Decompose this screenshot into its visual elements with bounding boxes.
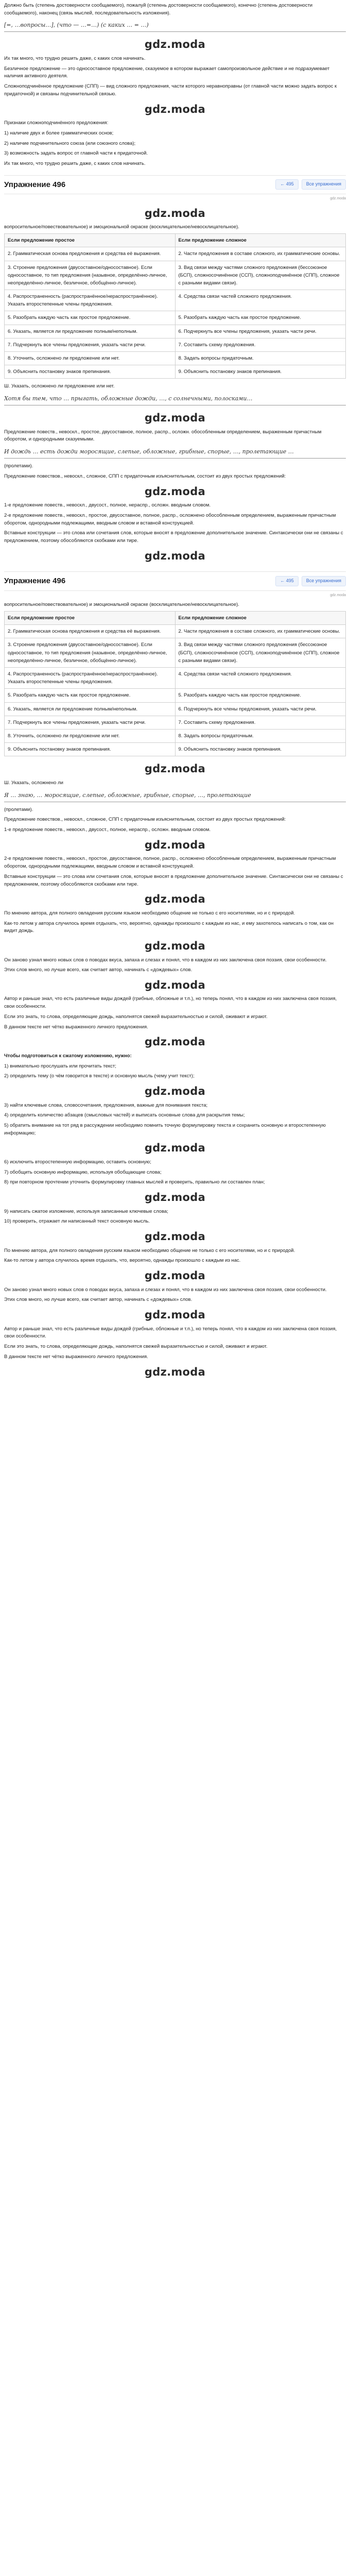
watermark: gdz.moda <box>144 762 206 775</box>
handwritten-scheme: Хотя бы тем, что … прыгать, обложные дожди, …, с солнечными, полосками… <box>4 393 346 405</box>
table-row <box>5 261 346 290</box>
table-cell: 3. Строение предложения (двусоставное/односоставное). Если односоставное, то тип предложения (назывное, определённо-личное, неопределённо-личное, безличное, обобщённо-личное). <box>5 261 176 290</box>
classification-note: вопросительное/повествовательное) и эмоциональной окраске (восклицательное/невосклицательное). <box>4 602 239 608</box>
table-cell: 8. Задать вопросы придаточным. <box>175 352 346 365</box>
table-cell: 9. Объяснить постановку знаков препинания. <box>5 365 176 379</box>
essay-paragraph: В данном тексте нет чётко выраженного личного предложения. <box>4 1353 148 1360</box>
essay-paragraph: Если это знать, то слова, определяющие дождь, наполнятся свежей выразительностью и силой, оживают и играют. <box>4 1013 268 1020</box>
table-header-cell: Если предложение сложное <box>175 234 346 247</box>
brand-mark: gdz.moda <box>330 197 346 201</box>
analysis-text: 2-е предложение повеств., невоскл., простое, двусоставное, полное, распр., осложнено обособленным определением, выраженным причастным оборотом, однородными подлежащими, вводным словом и вставной конструкцией. <box>4 512 336 526</box>
watermark: gdz.moda <box>144 412 206 425</box>
handwritten-scheme: И дождь … есть дожди моросящие, слепые, обложные, грибные, спорые, …, пролетающие … <box>4 446 346 459</box>
handwritten-scheme: Я … знаю, … моросящие, слепые, обложные, грибные, спорые, …, пролетающие <box>4 790 346 802</box>
prep-list-item: 9) написать сжатое изложение, используя записанные ключевые слова; <box>4 1208 168 1214</box>
watermark: gdz.moda <box>144 893 206 906</box>
table-cell: 4. Средства связи частей сложного предложения. <box>175 668 346 689</box>
essay-paragraph: Как-то летом у автора случилось время отдыхать, что, вероятно, однажды произошло с каждым из нас, и ему захотелось написать о том, как он видит дождь. <box>4 920 334 934</box>
exercise-title: Упражнение 496 <box>4 180 66 189</box>
essay-paragraph: Как-то летом у автора случилось время отдыхать, что, вероятно, однажды произошло с каждым из нас. <box>4 1258 241 1264</box>
table-row <box>5 729 346 742</box>
prep-list-title: Чтобы подготовиться к сжатому изложению, нужно: <box>4 1053 132 1059</box>
watermark: gdz.moda <box>144 939 206 952</box>
watermark: gdz.moda <box>144 1085 206 1098</box>
table-cell: 7. Подчеркнуть все члены предложения, указать части речи. <box>5 338 176 351</box>
table-cell: 9. Объяснить постановку знаков препинания. <box>175 365 346 379</box>
intro-text: Должно быть (степень достоверности сообщаемого), пожалуй (степень достоверности сообщаемого), конечно (степень достоверности сообщаемого), наконец (связь мыслей, последовательность изложения). <box>4 3 313 16</box>
intro-text: Их так много, что трудно решить даже, с каких слов начинать. <box>4 56 146 62</box>
table-cell: 8. Уточнить, осложнено ли предложение или нет. <box>5 352 176 365</box>
prep-list-item: 4) определить количество абзацев (смысловых частей) и выписать основные слова для раскрытия темы; <box>4 1112 245 1118</box>
essay-paragraph: Этих слов много, но лучше всего, как считает автор, начинать с «дождевых» слов. <box>4 1297 192 1303</box>
table-header-row <box>5 234 346 247</box>
intro-text: Безличное предложение — это односоставное предложение, сказуемое в котором выражает самопроизвольное действие и не подразумевает наличия активного деятеля. <box>4 65 330 79</box>
watermark: gdz.moda <box>144 1365 206 1378</box>
prev-exercise-button[interactable]: ← 495 <box>275 576 299 586</box>
table-cell: 2. Части предложения в составе сложного, их грамматические основы. <box>175 625 346 638</box>
watermark: gdz.moda <box>144 1230 206 1243</box>
analysis-text: Вставные конструкции — это слова или сочетания слов, которые вносят в предложение дополнительное значение. Синтаксически они не связаны с предложением, поэтому обособляются скобками или тире. <box>4 530 343 544</box>
table-row <box>5 338 346 351</box>
table-row <box>5 311 346 325</box>
watermark: gdz.moda <box>144 103 206 115</box>
table-row <box>5 352 346 365</box>
analysis-text: Предложение повеств., невоскл., простое, двусоставное, полное, распр., осложн. обособленным определением, выраженным причастным оборотом, и однородными сказуемыми. <box>4 429 322 443</box>
analysis-text: Вставные конструкции — это слова или сочетания слов, которые вносят в предложение дополнительное значение. Синтаксически они не связаны с предложением, поэтому обособляются скобками или тире. <box>4 873 343 887</box>
table-cell: 6. Указать, является ли предложение полным/неполным. <box>5 702 176 716</box>
classification-note: вопросительное/повествовательное) и эмоциональной окраске (восклицательное/невосклицательное). <box>4 224 239 230</box>
essay-paragraph: Автор и раньше знал, что есть различные виды дождей (грибные, обложные и т.п.), но теперь понял, что в каждом из них заключена своя поэзия, свои особенности. <box>4 1326 337 1340</box>
analysis-text: Предложение повествов., невоскл., сложное, СПП с придаточным изъяснительным, состоит из двух простых предложений: <box>4 817 286 823</box>
analysis-text: 1-е предложение повеств., невоскл., двусост., полное, нераспр., осложн. вводным словом. <box>4 502 211 509</box>
essay-paragraph: В данном тексте нет чётко выраженного личного предложения. <box>4 1024 148 1030</box>
table-header-row <box>5 612 346 625</box>
table-header-cell: Если предложение простое <box>5 234 176 247</box>
analysis-text: 2-е предложение повеств., невоскл., простое, двусоставное, полное, распр., осложнено обособленным определением, выраженным причастным оборотом, однородными подлежащими, вводным словом и вставной конструкцией. <box>4 856 336 870</box>
table-row <box>5 625 346 638</box>
prep-list-item: 5) обратить внимание на тот ряд в рассуждении необходимо помнить точную формулировку текста и сохранить основную и второстепенную информацию; <box>4 1123 326 1136</box>
prep-list-item: 7) обобщить основную информацию, используя обобщающие слова; <box>4 1169 162 1175</box>
watermark: gdz.moda <box>144 485 206 498</box>
prep-list-item: 6) исключить второстепенную информацию, оставить основную; <box>4 1159 151 1165</box>
table-row <box>5 247 346 261</box>
essay-paragraph: Этих слов много, но лучше всего, как считает автор, начинать с «дождевых» слов. <box>4 967 192 973</box>
after-scheme-text: (пролетами). <box>4 463 33 469</box>
table-cell: 3. Вид связи между частями сложного предложения (бессоюзное (БСП), сложносочинённое (ССП), сложноподчинённое (СПП), сложное с разными видами связи). <box>175 261 346 290</box>
table-cell: 7. Составить схему предложения. <box>175 716 346 729</box>
intro-text: Их так много, что трудно решить даже, с каких слов начинать. <box>4 161 146 167</box>
all-exercises-button[interactable]: Все упражнения <box>302 576 346 586</box>
table-cell: 5. Разобрать каждую часть как простое предложение. <box>175 311 346 325</box>
table-cell: 8. Задать вопросы придаточным. <box>175 729 346 742</box>
table-cell: 4. Средства связи частей сложного предложения. <box>175 290 346 311</box>
watermark: gdz.moda <box>144 1309 206 1321</box>
table-cell: 2. Грамматическая основа предложения и средства её выражения. <box>5 247 176 261</box>
table-cell: 2. Грамматическая основа предложения и средства её выражения. <box>5 625 176 638</box>
intro-text: 2) наличие подчинительного союза (или союзного слова); <box>4 140 136 146</box>
analysis-table <box>4 233 346 379</box>
prep-list-item: 2) определить тему (о чём говорится в тексте) и основную мысль (чему учит текст); <box>4 1073 195 1079</box>
all-exercises-button[interactable]: Все упражнения <box>302 179 346 190</box>
table-cell: 6. Подчеркнуть все члены предложения, указать части речи. <box>175 702 346 716</box>
essay-paragraph: По мнению автора, для полного овладения русским языком необходимо общение не только с его носителями, но и с природой. <box>4 1247 295 1253</box>
table-cell: 4. Распространенность (распространённое/нераспространённое). Указать второстепенные члены предложения. <box>5 290 176 311</box>
watermark: gdz.moda <box>144 207 206 219</box>
intro-text: Сложноподчинённое предложение (СПП) — вид сложного предложения, части которого неравноправны (от главной части можно задать вопрос к придаточной) и связаны подчинительной связью. <box>4 83 337 97</box>
prep-list-item: 1) внимательно прослушать или прочитать текст; <box>4 1063 116 1069</box>
watermark: gdz.moda <box>144 1269 206 1282</box>
handwritten-scheme: [=, …вопросы…], (что — …=…) (с каких … = …) <box>4 20 346 32</box>
complicated-note: Ш. Указать, осложнено ли предложение или нет. <box>4 383 115 389</box>
prev-exercise-button[interactable]: ← 495 <box>275 179 299 190</box>
brand-mark: gdz.moda <box>330 593 346 597</box>
table-row <box>5 668 346 689</box>
table-cell: 5. Разобрать каждую часть как простое предложение. <box>175 689 346 702</box>
analysis-text: Предложение повествов., невоскл., сложное, СПП с придаточным изъяснительным, состоит из двух простых предложений: <box>4 473 286 479</box>
watermark: gdz.moda <box>144 838 206 851</box>
table-cell: 3. Строение предложения (двусоставное/односоставное). Если односоставное, то тип предложения (назывное, определённо-личное, неопределённо-личное, безличное, обобщённо-личное). <box>5 638 176 668</box>
after-scheme-text: (пролетами). <box>4 806 33 812</box>
watermark: gdz.moda <box>144 38 206 51</box>
table-cell: 8. Уточнить, осложнено ли предложение или нет. <box>5 729 176 742</box>
exercise-header <box>4 175 346 194</box>
table-row <box>5 702 346 716</box>
essay-paragraph: Он заново узнал много новых слов о поводах вкуса, запаха и слезах и понял, что в каждом из них заключена своя поэзия, свои особенности. <box>4 1286 327 1293</box>
watermark: gdz.moda <box>144 1142 206 1155</box>
watermark: gdz.moda <box>144 1036 206 1048</box>
complicated-note: Ш. Указать, осложнено ли <box>4 779 63 786</box>
table-cell: 7. Составить схему предложения. <box>175 338 346 351</box>
table-cell: 5. Разобрать каждую часть как простое предложение. <box>5 311 176 325</box>
essay-paragraph: Он заново узнал много новых слов о поводах вкуса, запаха и слезах и понял, что в каждом из них заключена своя поэзия, свои особенности. <box>4 957 327 963</box>
table-cell: 6. Указать, является ли предложение полным/неполным. <box>5 325 176 338</box>
prep-list-item: 3) найти ключевые слова, словосочетания, предложения, важные для понимания текста; <box>4 1102 208 1108</box>
watermark: gdz.moda <box>144 549 206 562</box>
table-row <box>5 716 346 729</box>
essay-paragraph: Автор и раньше знал, что есть различные виды дождей (грибные, обложные и т.п.), но теперь понял, что в каждом из них заключена своя поэзия, свои особенности. <box>4 996 337 1010</box>
intro-text: 1) наличие двух и более грамматических основ; <box>4 130 114 136</box>
table-cell: 9. Объяснить постановку знаков препинания. <box>5 743 176 756</box>
exercise-header <box>4 571 346 590</box>
prep-list-item: 8) при повторном прочтении уточнить формулировку главных мыслей и проверить, правильно ли составлен план; <box>4 1179 265 1185</box>
table-cell: 5. Разобрать каждую часть как простое предложение. <box>5 689 176 702</box>
table-row <box>5 638 346 668</box>
table-cell: 7. Подчеркнуть все члены предложения, указать части речи. <box>5 716 176 729</box>
essay-paragraph: Если это знать, то слова, определяющие дождь, наполнятся свежей выразительностью и силой, оживают и играют. <box>4 1344 268 1350</box>
intro-text: Признаки сложноподчинённого предложения: <box>4 120 109 126</box>
table-row <box>5 743 346 756</box>
table-cell: 4. Распространенность (распространённое/нераспространённое). Указать второстепенные члены предложения. <box>5 668 176 689</box>
table-row <box>5 325 346 338</box>
table-row <box>5 365 346 379</box>
table-cell: 9. Объяснить постановку знаков препинания. <box>175 743 346 756</box>
exercise-title: Упражнение 496 <box>4 577 66 586</box>
analysis-table <box>4 611 346 756</box>
table-header-cell: Если предложение простое <box>5 612 176 625</box>
essay-paragraph: По мнению автора, для полного овладения русским языком необходимо общение не только с его носителями, но и с природой. <box>4 910 295 916</box>
table-cell: 3. Вид связи между частями сложного предложения (бессоюзное (БСП), сложносочинённое (ССП), сложноподчинённое (СПП), сложное с разными видами связи). <box>175 638 346 668</box>
analysis-text: 1-е предложение повеств., невоскл., двусост., полное, нераспр., осложн. вводным словом. <box>4 827 211 833</box>
table-cell: 2. Части предложения в составе сложного, их грамматические основы. <box>175 247 346 261</box>
watermark: gdz.moda <box>144 1191 206 1204</box>
intro-text: 3) возможность задать вопрос от главной части к придаточной. <box>4 150 148 157</box>
table-row <box>5 689 346 702</box>
table-header-cell: Если предложение сложное <box>175 612 346 625</box>
table-cell: 6. Подчеркнуть все члены предложения, указать части речи. <box>175 325 346 338</box>
table-row <box>5 290 346 311</box>
watermark: gdz.moda <box>144 978 206 991</box>
prep-list-item: 10) проверить, отражает ли написанный текст основную мысль. <box>4 1218 150 1225</box>
